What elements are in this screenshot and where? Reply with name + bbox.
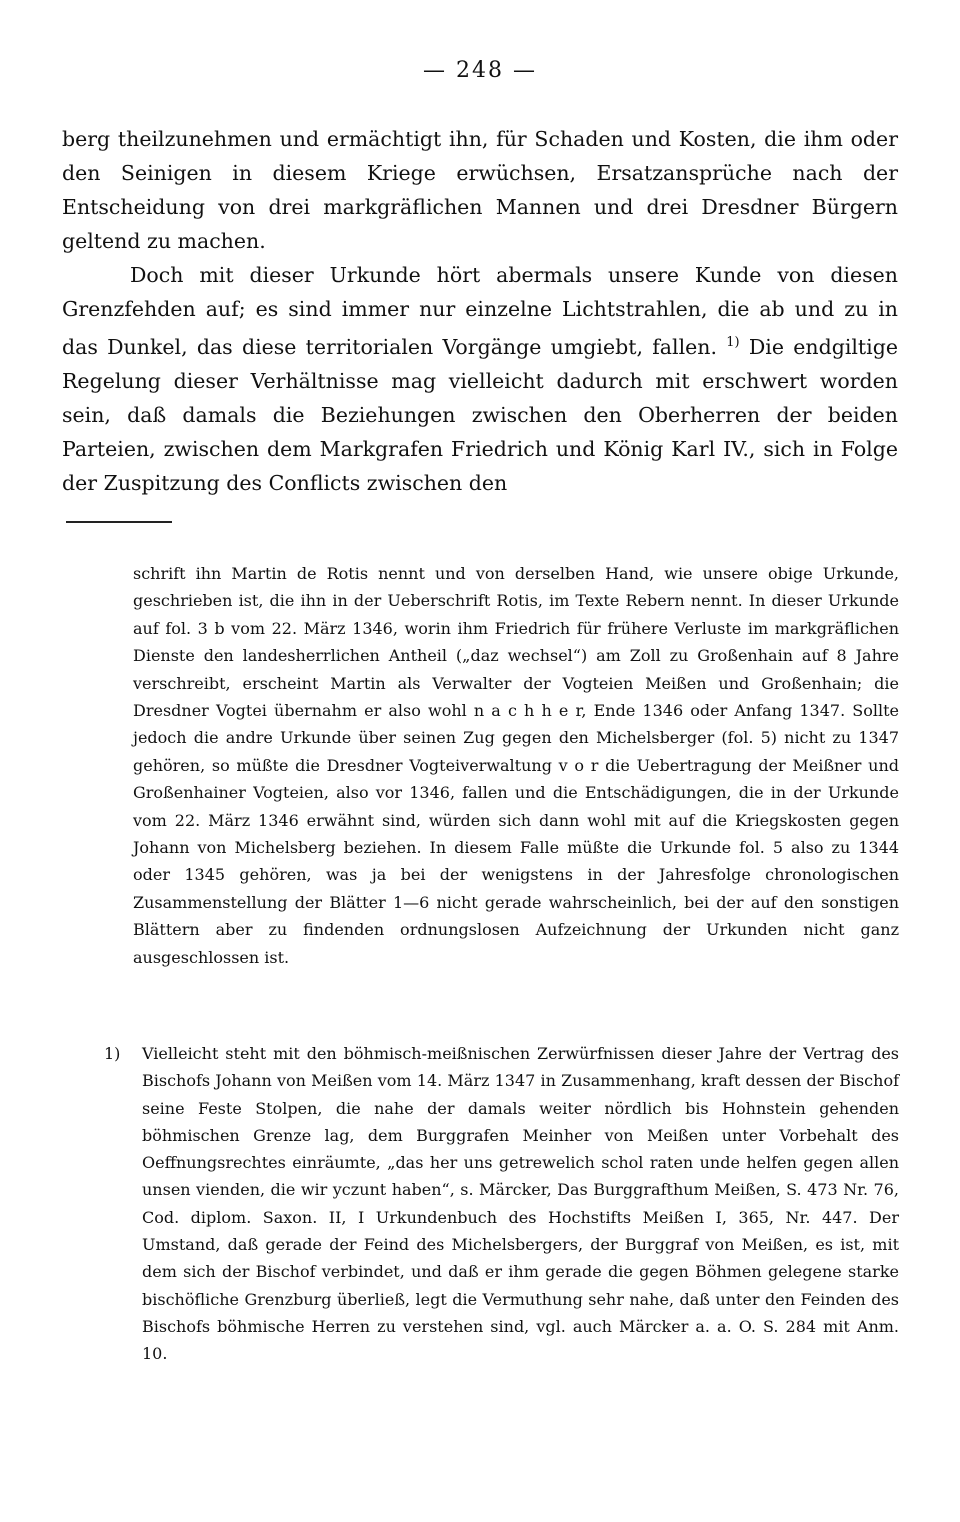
footnote-marker: 1) [104,1044,121,1063]
footnote-text: schrift ihn Martin de Rotis nennt und von derselben Hand, wie unsere obige Urkunde, geschrieben ist, die ihn in der Ueberschrift Rotis, im Texte Rebern nennt. In dieser Urkunde auf fol. 3 b vom 22. März 1346, worin ihm Friedrich für frühere Verluste im markgräflichen Dienste den landesherrlichen Antheil („daz wechsel“) am Zoll zu Großenhain auf 8 Jahre verschreibt, erscheint Martin als Verwalter der Vogteien Meißen und Großenhain; die Dresdner Vogtei übernahm er also wohl n a c h h e r, Ende 1346 oder Anfang 1347. Sollte jedoch die andre Urkunde über seinen Zug gegen den Michelsberger (fol. 5) nicht zu 1347 gehören, so müßte die Dresdner Vogteiverwaltung v o r die Uebertragung der Meißner und Großenhainer Vogteien, also vor 1346, fallen und die Entschädigungen, die in der Urkunde vom 22. März 1346 erwähnt sind, würden sich dann wohl mit auf die Kriegskosten gegen Johann von Michelsberg beziehen. In diesem Falle müßte die Urkunde fol. 5 also zu 1344 oder 1345 gehören, was ja bei der wenigstens in der Jahresfolge chronologischen Zusammenstellung der Blätter 1—6 nicht gerade wahrscheinlich, bei der auf den sonstigen Blättern aber zu findenden ordnungslosen Aufzeichnung der Urkunden nicht ganz ausgeschlossen ist. [133,564,899,967]
paragraph-continued: berg theilzunehmen und ermächtigt ihn, für Schaden und Kosten, die ihm oder den Seinigen in diesem Kriege erwüchsen, Ersatzansprüche nach der Entscheidung von drei markgräflichen Mannen und drei Dresdner Bürgern geltend zu machen. [62,127,898,253]
page-number: — 248 — [423,58,537,83]
paragraph-text-continued: Die endgiltige Regelung dieser Verhältnisse mag vielleicht dadurch mit erschwert worden sein, daß damals die Beziehungen zwischen den Oberherren der beiden Parteien, zwischen dem Markgrafen Friedrich und König Karl IV., sich in Folge der Zuspitzung des Conflicts zwischen den [62,335,898,495]
main-text [62,122,898,500]
footnote-1 [104,1040,899,1368]
footnote-separator [66,521,172,523]
paragraph-text: Doch mit dieser Urkunde hört abermals unsere Kunde von diesen Grenzfehden auf; es sind immer nur einzelne Lichtstrahlen, die ab und zu in das Dunkel, das diese territorialen Vorgänge umgiebt, fallen. [62,263,898,359]
footnote-reference[interactable]: 1) [726,335,740,350]
footnote-text: Vielleicht steht mit den böhmisch-meißnischen Zerwürfnissen dieser Jahre der Vertrag des Bischofs Johann von Meißen vom 14. März 1347 in Zusammenhang, kraft dessen der Bischof seine Feste Stolpen, die nahe der damals weiter nördlich bis Hohnstein gehenden böhmischen Grenze lag, dem Burggrafen Meinher von Meißen unter Vorbehalt des Oeffnungsrechtes einräumte, „das her uns getrewelich schol raten unde helfen gegen allen unsen vienden, die wir yczunt haben“, s. Märcker, Das Burggrafthum Meißen, S. 473 Nr. 76, Cod. diplom. Saxon. II, I Urkundenbuch des Hochstifts Meißen I, 365, Nr. 447. Der Umstand, daß gerade der Feind des Michelsbergers, der Burggraf von Meißen, es ist, mit dem sich der Bischof verbindet, und daß er ihm gerade die gegen Böhmen gelegene starke bischöfliche Grenzburg überließ, legt die Vermuthung sehr nahe, daß unter den Feinden des Bischofs böhmische Herren zu verstehen sind, vgl. auch Märcker a. a. O. S. 284 mit Anm. 10. [142,1044,899,1364]
paragraph [62,258,898,500]
continued-footnote [133,560,899,971]
